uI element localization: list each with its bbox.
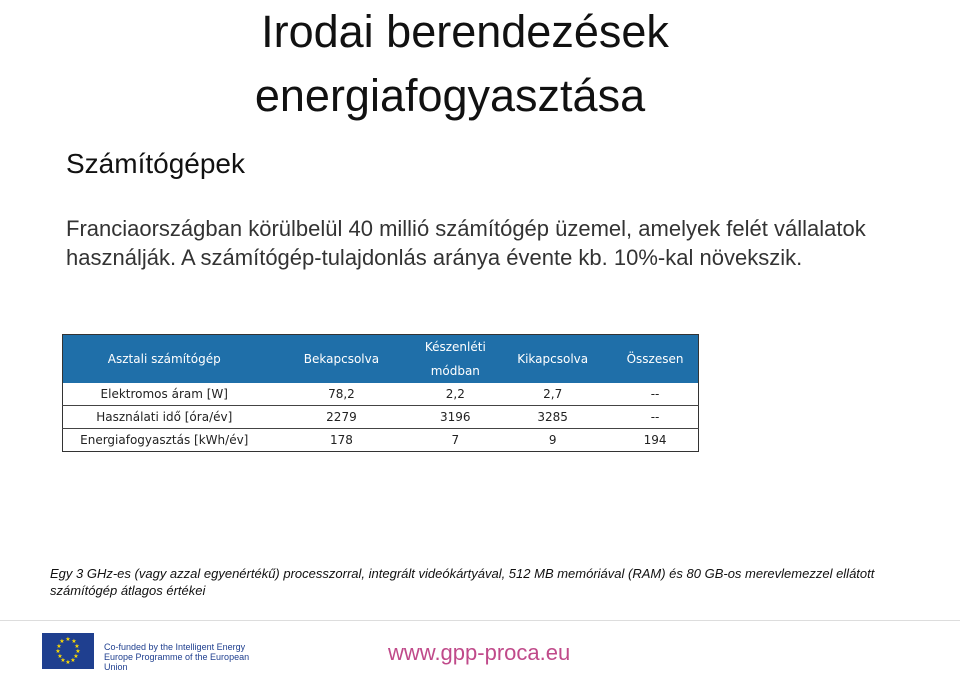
eu-flag-icon: [42, 633, 94, 669]
table-row: [63, 383, 699, 406]
table-header-cell: Asztali számítógép: [63, 335, 266, 384]
table-cell: 7: [417, 429, 493, 452]
svg-text:★: ★: [65, 636, 71, 643]
svg-text:★: ★: [75, 648, 81, 655]
svg-text:★: ★: [71, 638, 77, 645]
svg-text:★: ★: [65, 659, 71, 666]
table-cell: 178: [266, 429, 418, 452]
svg-text:★: ★: [57, 653, 63, 660]
table-cell: Elektromos áram [W]: [100, 387, 228, 401]
table-cell: 3285: [493, 406, 612, 429]
footer-divider: [0, 620, 960, 621]
svg-text:★: ★: [74, 643, 80, 650]
svg-text:★: ★: [55, 648, 61, 655]
table-cell: Energiafogyasztás [kWh/év]: [63, 429, 266, 452]
table-cell: --: [612, 406, 698, 429]
website-link[interactable]: www.gpp-proca.eu: [388, 640, 571, 665]
table-header-cell: Készenléti módban: [417, 335, 493, 384]
table-cell: 9: [493, 429, 612, 452]
table-header-row: [63, 335, 699, 384]
body-paragraph: Franciaországban körülbelül 40 millió számítógép üzemel, amelyek felét vállalatok használják. A számítógép-tulajdonlás aránya évente kb. 10%-kal növekszik.: [66, 216, 866, 270]
title-line-2: energiafogyasztása: [254, 70, 646, 121]
svg-text:★: ★: [73, 653, 79, 660]
page-title: [0, 0, 900, 128]
energy-table: [62, 334, 699, 452]
svg-text:★: ★: [56, 643, 62, 650]
table-cell: 78,2: [328, 387, 355, 401]
table-cell: 3196: [417, 406, 493, 429]
section-subtitle: Számítógépek: [66, 148, 245, 179]
table-cell: 2,7: [543, 387, 563, 401]
table-row: [63, 429, 699, 452]
eu-funding-text: Co-funded by the Intelligent Energy Europe Programme of the European Union: [104, 642, 250, 672]
table-header-cell: Kikapcsolva: [493, 335, 612, 384]
table-cell: --: [650, 387, 660, 401]
table-header-cell: Bekapcsolva: [266, 335, 418, 384]
title-line-1: Irodai berendezések: [261, 6, 669, 57]
svg-text:★: ★: [70, 657, 76, 664]
table-cell: 2279: [266, 406, 418, 429]
table-row: [63, 406, 699, 429]
table-cell: 2,2: [445, 387, 465, 401]
svg-text:★: ★: [59, 638, 65, 645]
svg-text:★: ★: [60, 657, 66, 664]
table-header-cell: Összesen: [612, 335, 698, 384]
table-cell: 194: [612, 429, 698, 452]
footnote: Egy 3 GHz-es (vagy azzal egyenértékű) processzorral, integrált videókártyával, 512 MB memóriával (RAM) és 80 GB-os merevlemezzel ellátott számítógép átlagos értékei: [50, 566, 875, 598]
table-cell: Használati idő [óra/év]: [63, 406, 266, 429]
